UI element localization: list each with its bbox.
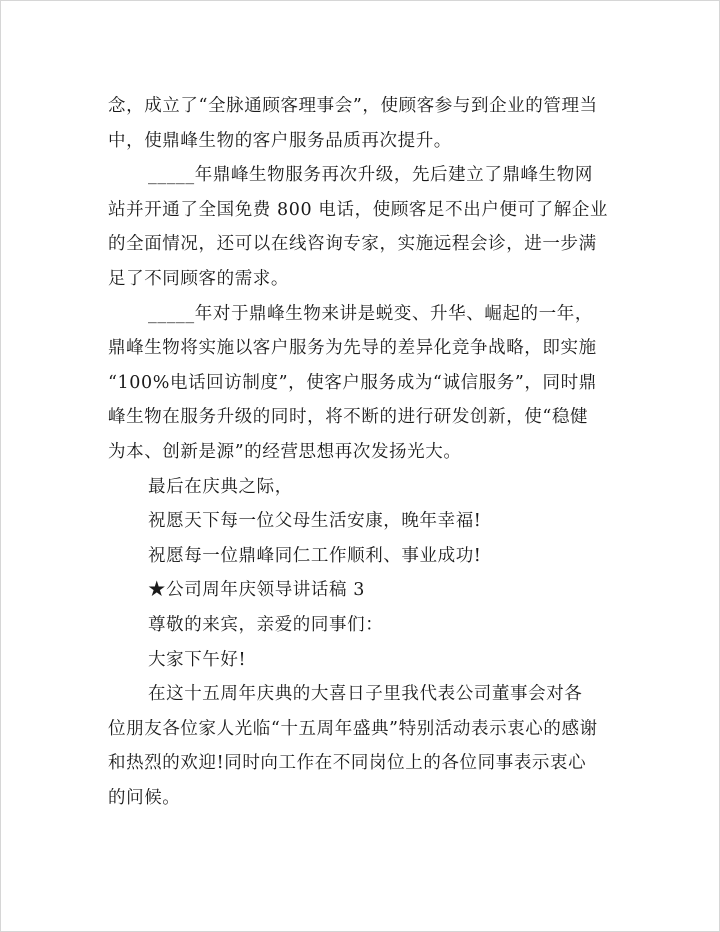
text-line: 为本、创新是源”的经营思想再次发扬光大。: [108, 441, 462, 462]
greeting: 大家下午好!: [148, 649, 247, 670]
text-line: 位朋友各位家人光临“十五周年盛典”特别活动表示衷心的感谢: [108, 718, 598, 739]
paragraph-first-line: 祝愿每一位鼎峰同仁工作顺利、事业成功!: [148, 545, 482, 566]
paragraph-first-line: 在这十五周年庆典的大喜日子里我代表公司董事会对各: [148, 684, 583, 705]
text-line: 峰生物在服务升级的同时，将不断的进行研发创新，使“稳健: [108, 407, 589, 428]
text-line: 的问候。: [108, 787, 181, 808]
text-line: 足了不同顾客的需求。: [108, 268, 289, 289]
text-line: 和热烈的欢迎!同时向工作在不同岗位上的各位同事表示衷心: [108, 753, 587, 774]
section-heading: ★公司周年庆领导讲话稿 3: [148, 580, 365, 601]
paragraph-first-line: 祝愿天下每一位父母生活安康，晚年幸福!: [148, 511, 482, 532]
salutation: 尊敬的来宾，亲爱的同事们：: [148, 614, 384, 635]
paragraph-first-line: _____年对于鼎峰生物来讲是蜕变、升华、崛起的一年，: [148, 303, 593, 324]
paragraph-first-line: _____年鼎峰生物服务再次升级，先后建立了鼎峰生物网: [148, 165, 593, 186]
text-line: 站并开通了全国免费 800 电话，使顾客足不出户便可了解企业: [108, 199, 609, 220]
text-line: 的全面情况，还可以在线咨询专家，实施远程会诊，进一步满: [108, 234, 597, 255]
paragraph-first-line: 最后在庆典之际，: [148, 476, 293, 497]
text-line: 鼎峰生物将实施以客户服务为先导的差异化竞争战略，即实施: [108, 338, 597, 359]
document-body: [108, 89, 618, 815]
text-line: “100%电话回访制度”，使客户服务成为“诚信服务”，同时鼎: [108, 372, 597, 393]
text-line: 中，使鼎峰生物的客户服务品质再次提升。: [108, 130, 452, 151]
text-line: 念，成立了“全脉通顾客理事会”，使顾客参与到企业的管理当: [108, 96, 598, 116]
